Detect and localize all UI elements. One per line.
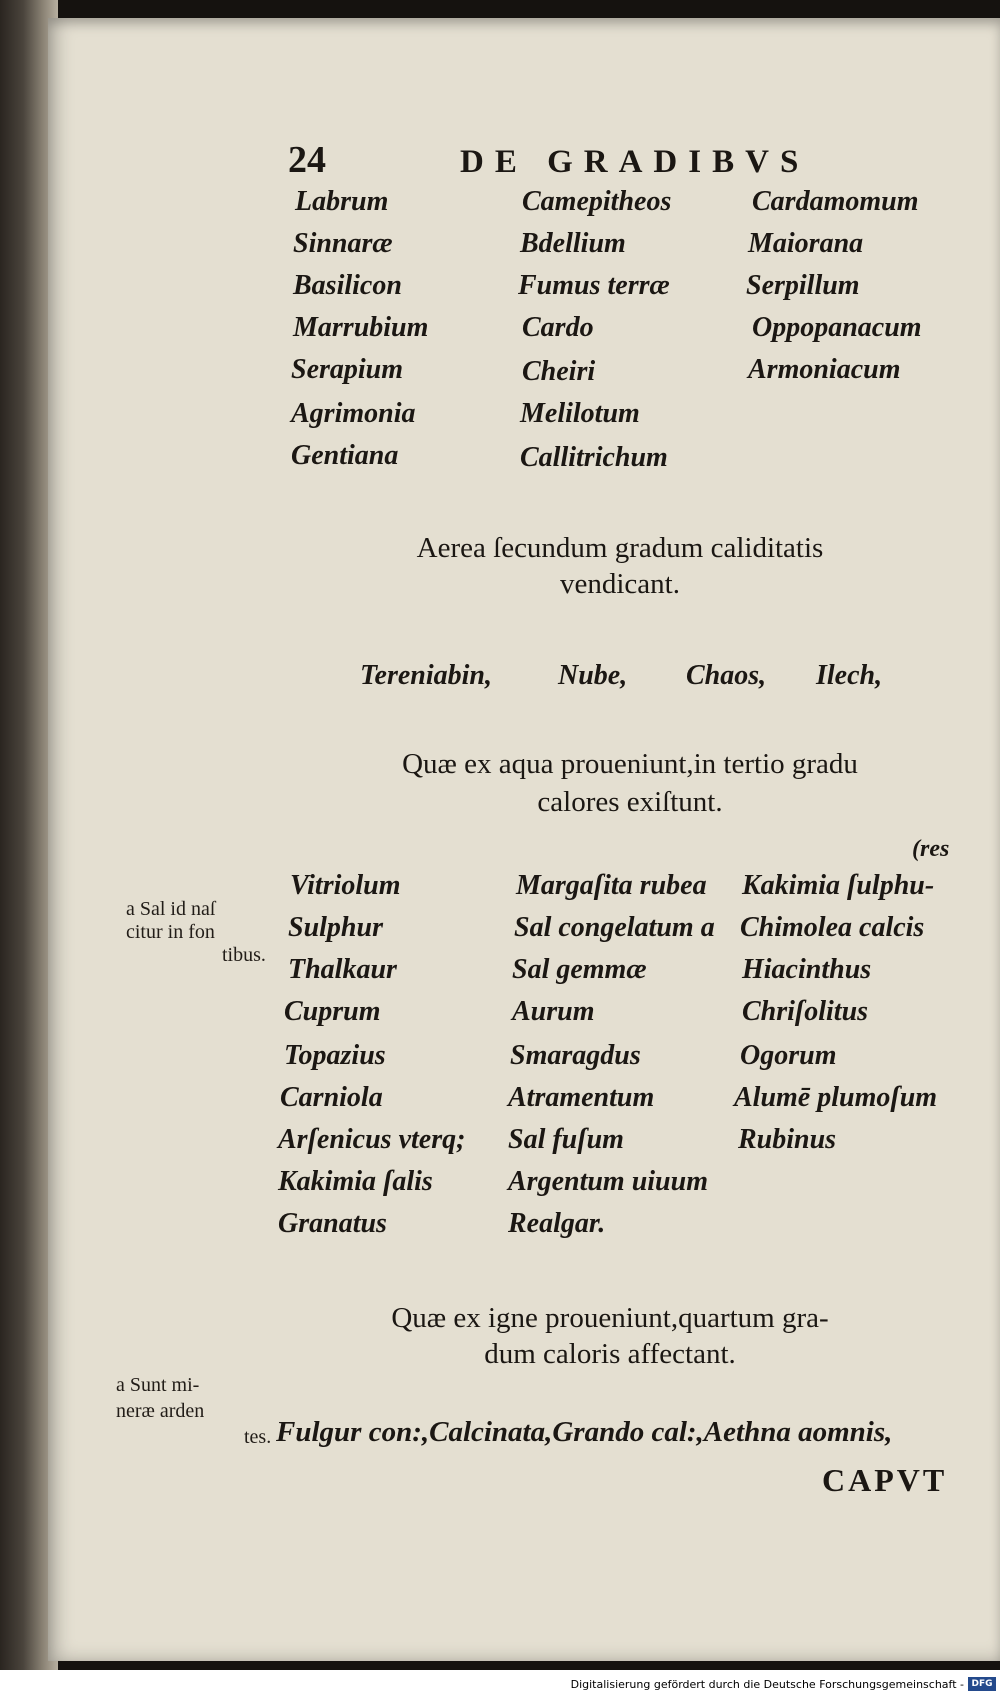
section-heading-aerea-line1: Aerea ſecundum gradum caliditatis: [416, 532, 824, 564]
list1-col2-item: Cheiri: [522, 356, 596, 387]
list1-col2-item: Fumus terræ: [518, 270, 670, 301]
list1-col1-item: Agrimonia: [291, 398, 416, 429]
catchword-res: (res: [912, 836, 950, 862]
list2-col3-item: Alumē plumoſum: [734, 1082, 938, 1113]
list2-col3-item: Kakimia ſulphu-: [742, 870, 935, 901]
list1-col3-item: Oppopanacum: [752, 312, 922, 343]
list1-col1-item: Gentiana: [291, 440, 399, 471]
list2-col1-item: Arſenicus vterq;: [278, 1124, 466, 1155]
list1-col1-item: Marrubium: [293, 312, 429, 343]
list2-col1-item: Granatus: [278, 1208, 387, 1239]
list2-col2-item: Smaragdus: [510, 1040, 641, 1071]
list2-col2-item: Argentum uiuum: [508, 1166, 708, 1197]
list2-col1-item: Cuprum: [284, 996, 381, 1027]
list2-col3-item: Chimolea calcis: [740, 912, 925, 943]
list2-col3-item: Hiacinthus: [742, 954, 872, 985]
list1-col1-item: Basilicon: [293, 270, 402, 301]
section-heading-aqua-line1: Quæ ex aqua proueniunt,in tertio gradu: [402, 748, 858, 780]
page-number: 24: [288, 139, 326, 181]
list2-col1-item: Carniola: [280, 1082, 383, 1113]
list2-col2-item: Atramentum: [508, 1082, 655, 1113]
list2-col3-item: Rubinus: [738, 1124, 837, 1155]
margin-note-2-line3: tes.: [244, 1426, 272, 1448]
list2-col2-item: Margaſita rubea: [516, 870, 707, 901]
list2-col3-item: Chriſolitus: [742, 996, 869, 1027]
list1-col2-item: Camepitheos: [522, 186, 672, 217]
margin-note-2-line1: a Sunt mi-: [116, 1374, 200, 1396]
margin-note-1-line1: a Sal id naſ: [126, 898, 216, 920]
section-heading-igne-line2: dum caloris affectant.: [484, 1338, 736, 1370]
aerea-item: Ilech,: [816, 660, 883, 691]
list1-col3-item: Cardamomum: [752, 186, 919, 217]
aerea-item: Tereniabin,: [360, 660, 492, 691]
margin-note-1-line3: tibus.: [222, 944, 266, 966]
list1-col2-item: Cardo: [522, 312, 594, 343]
fire-items-line: Fulgur con:,Calcinata,Grando cal:,Aethna aomnis,: [276, 1416, 893, 1448]
aerea-item: Nube,: [558, 660, 628, 691]
list1-col1-item: Labrum: [295, 186, 389, 217]
list2-col1-item: Kakimia ſalis: [278, 1166, 433, 1197]
section-heading-aerea-line2: vendicant.: [560, 568, 680, 600]
section-heading-aqua-line2: calores exiſtunt.: [537, 786, 723, 818]
list2-col1-item: Vitriolum: [290, 870, 401, 901]
list2-col2-item: Aurum: [512, 996, 595, 1027]
list1-col3-item: Serpillum: [746, 270, 860, 301]
list1-col2-item: Melilotum: [520, 398, 640, 429]
list1-col1-item: Serapium: [291, 354, 404, 385]
margin-note-2-line2: neræ arden: [116, 1400, 205, 1422]
running-title: DE GRADIBVS: [460, 144, 810, 180]
list2-col2-item: Sal congelatum a: [514, 912, 715, 943]
list2-col2-item: Sal gemmæ: [512, 954, 647, 985]
list2-col3-item: Ogorum: [740, 1040, 837, 1071]
list2-col2-item: Realgar.: [508, 1208, 606, 1239]
list1-col3-item: Maiorana: [748, 228, 864, 259]
dfg-logo: DFG: [968, 1677, 996, 1691]
digitization-footer-text: Digitalisierung gefördert durch die Deutsche Forschungsgemeinschaft -: [570, 1678, 964, 1691]
list1-col2-item: Callitrichum: [520, 442, 668, 473]
margin-note-1-line2: citur in fon: [126, 921, 215, 943]
list2-col1-item: Topazius: [284, 1040, 386, 1071]
list1-col3-item: Armoniacum: [748, 354, 901, 385]
section-heading-igne-line1: Quæ ex igne proueniunt,quartum gra-: [391, 1302, 829, 1334]
list2-col2-item: Sal fuſum: [508, 1124, 624, 1155]
aerea-item: Chaos,: [686, 660, 767, 691]
list1-col2-item: Bdellium: [520, 228, 626, 259]
list1-col1-item: Sinnaræ: [293, 228, 393, 259]
list2-col1-item: Thalkaur: [288, 954, 397, 985]
list2-col1-item: Sulphur: [288, 912, 383, 943]
catchword: CAPVT: [822, 1462, 948, 1498]
